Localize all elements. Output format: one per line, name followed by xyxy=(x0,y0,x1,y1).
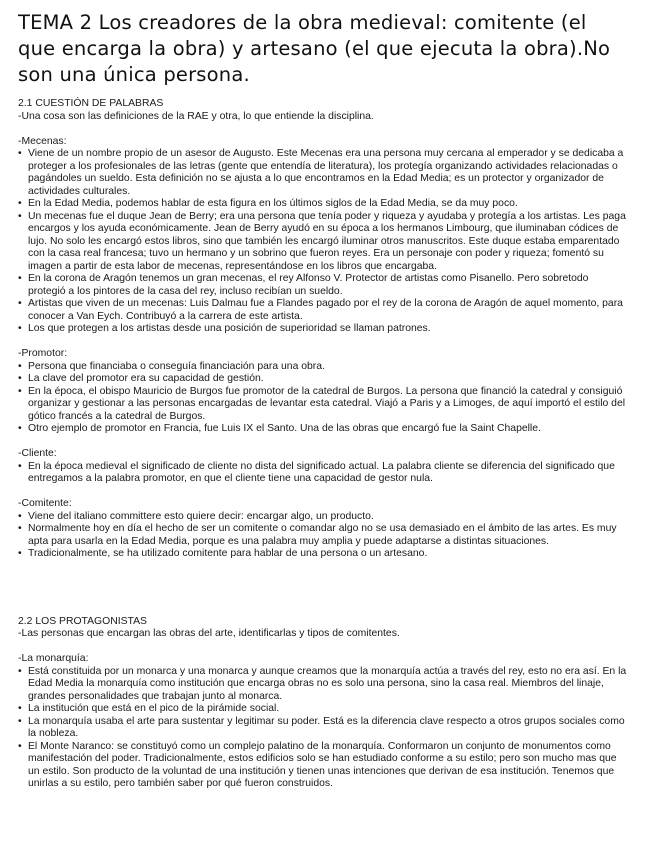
cliente-label: -Cliente: xyxy=(18,448,57,459)
monarquia-list xyxy=(18,666,628,791)
list-item: • En la corona de Aragón tenemos un gran mecenas, el rey Alfonso V. Protector de artistas como Pisanello. Pero sobretodo protegió a los pintores de la casa del rey, incluso recibían un sueldo. xyxy=(18,273,589,297)
list-item: • Persona que financiaba o conseguía financiación para una obra. xyxy=(18,360,325,372)
list-item: • En la época medieval el significado de cliente no dista del significado actual. La palabra cliente se diferencia del significado que entregamos a la palabra promotor, en que el cliente tiene una capacidad de gestor nula. xyxy=(18,460,615,484)
promotor-label: -Promotor: xyxy=(18,348,68,359)
page-title: TEMA 2 Los creadores de la obra medieval: comitente (el que encarga la obra) y artesano (el que ejecuta la obra).No son una única persona. xyxy=(18,11,611,86)
mecenas-label: -Mecenas: xyxy=(18,135,67,147)
comitente-label: -Comitente: xyxy=(18,498,72,509)
list-item: • En la época, el obispo Mauricio de Burgos fue promotor de la catedral de Burgos. La persona que financió la catedral y consiguió organizar y gestionar a las personas encargadas de levantar esta catedral. Viajó a Paris y a Limoges, de aquí importó el estilo del gótico francés a la catedral de Burgos. xyxy=(18,385,626,422)
list-item: • Otro ejemplo de promotor en Francia, fue Luis IX el Santo. Una de las obras que encargó fue la Saint Chapelle. xyxy=(18,423,541,434)
list-item: • La clave del promotor era su capacidad de gestión. xyxy=(18,373,264,384)
list-item: • En la Edad Media, podemos hablar de esta figura en los últimos siglos de la Edad Media, se da muy poco. xyxy=(18,198,518,209)
cliente-list xyxy=(18,461,628,486)
comitente-list xyxy=(18,511,628,561)
list-item: • Viene de un nombre propio de un asesor de Augusto. Este Mecenas era una persona muy cercana al emperador y se dedicaba a proteger a los profesionales de las letras (gente que entendía de literatura), los protegía organizando actividades relacionadas o pagándoles un sueldo. Esta definición no se ajusta a lo que encontramos en la Edad Media; es un protector y organizador de actividades culturales. xyxy=(18,148,624,197)
list-item: • Normalmente hoy en día el hecho de ser un comitente o comandar algo no se usa demasiado en el ámbito de las artes. Es muy apta para usarla en la Edad Media, porque es una palabra muy amplia y puede adaptarse a distintas situaciones. xyxy=(18,523,617,547)
list-item: • Tradicionalmente, se ha utilizado comitente para hablar de una persona o un artesano. xyxy=(18,548,428,559)
list-item: • La institución que está en el pico de la pirámide social. xyxy=(18,703,280,714)
section-intro-2-1: -Una cosa son las definiciones de la RAE y otra, lo que entiende la disciplina. xyxy=(18,110,374,122)
list-item: • Un mecenas fue el duque Jean de Berry; era una persona que tenía poder y riqueza y ayudaba y protegía a los artistas. Les paga encargos y los ayuda económicamente. Jean de Berry ayudó en su época a los hermanos Limbourg, que iluminaban códices de lujo. No solo les encargó estos libros, sino que también les encargó iluminar otros manuscritos. Este duque estaba emparentado con la casa real francesa; tuvo un hermano y un sobrino que fueron reyes. Era un personaje con poder y riqueza; fomentó su imagen a partir de esta labor de mecenas, representándose en los libros que encargaba. xyxy=(18,210,626,272)
monarquia-label: -La monarquía: xyxy=(18,653,89,664)
list-item: • Viene del italiano committere esto quiere decir: encargar algo, un producto. xyxy=(18,510,374,522)
promotor-list xyxy=(18,361,628,436)
list-item: • La monarquía usaba el arte para sustentar y legitimar su poder. Está es la diferencia clave respecto a otros grupos sociales como la nobleza. xyxy=(18,715,625,739)
list-item: • Los que protegen a los artistas desde una posición de superioridad se llaman patrones. xyxy=(18,323,431,334)
section-heading-2-1: 2.1 CUESTIÓN DE PALABRAS xyxy=(18,98,164,109)
section-intro-2-2: -Las personas que encargan las obras del arte, identificarlas y tipos de comitentes. xyxy=(18,628,400,639)
mecenas-list xyxy=(18,148,628,336)
list-item: • Artistas que viven de un mecenas: Luis Dalmau fue a Flandes pagado por el rey de la corona de Aragón de aquel momento, para conocer a Van Eych. Contribuyó a la carrera de este artista. xyxy=(18,298,623,322)
list-item: • Está constituida por un monarca y una monarca y aunque creamos que la monarquía actúa a través del rey, esto no era así. En la Edad Media la monarquía como institución que encarga obras no es solo una persona, sino la casa real. Miembros del linaje, grandes personalidades que trabajan junto al monarca. xyxy=(18,665,627,702)
section-heading-2-2: 2.2 LOS PROTAGONISTAS xyxy=(18,615,147,627)
list-item: • El Monte Naranco: se constituyó como un complejo palatino de la monarquía. Conformaron un conjunto de monumentos como manifestación del poder. Tradicionalmente, estos edificios solo se han estudiado conforme a su estilo; pero son mucho mas que un estilo. Son producto de la voluntad de una institución y tienen unas intenciones que derivan de esa institución. Tenemos que unirlas a su estilo, pero también saber por qué fueron construidos. xyxy=(18,740,617,789)
